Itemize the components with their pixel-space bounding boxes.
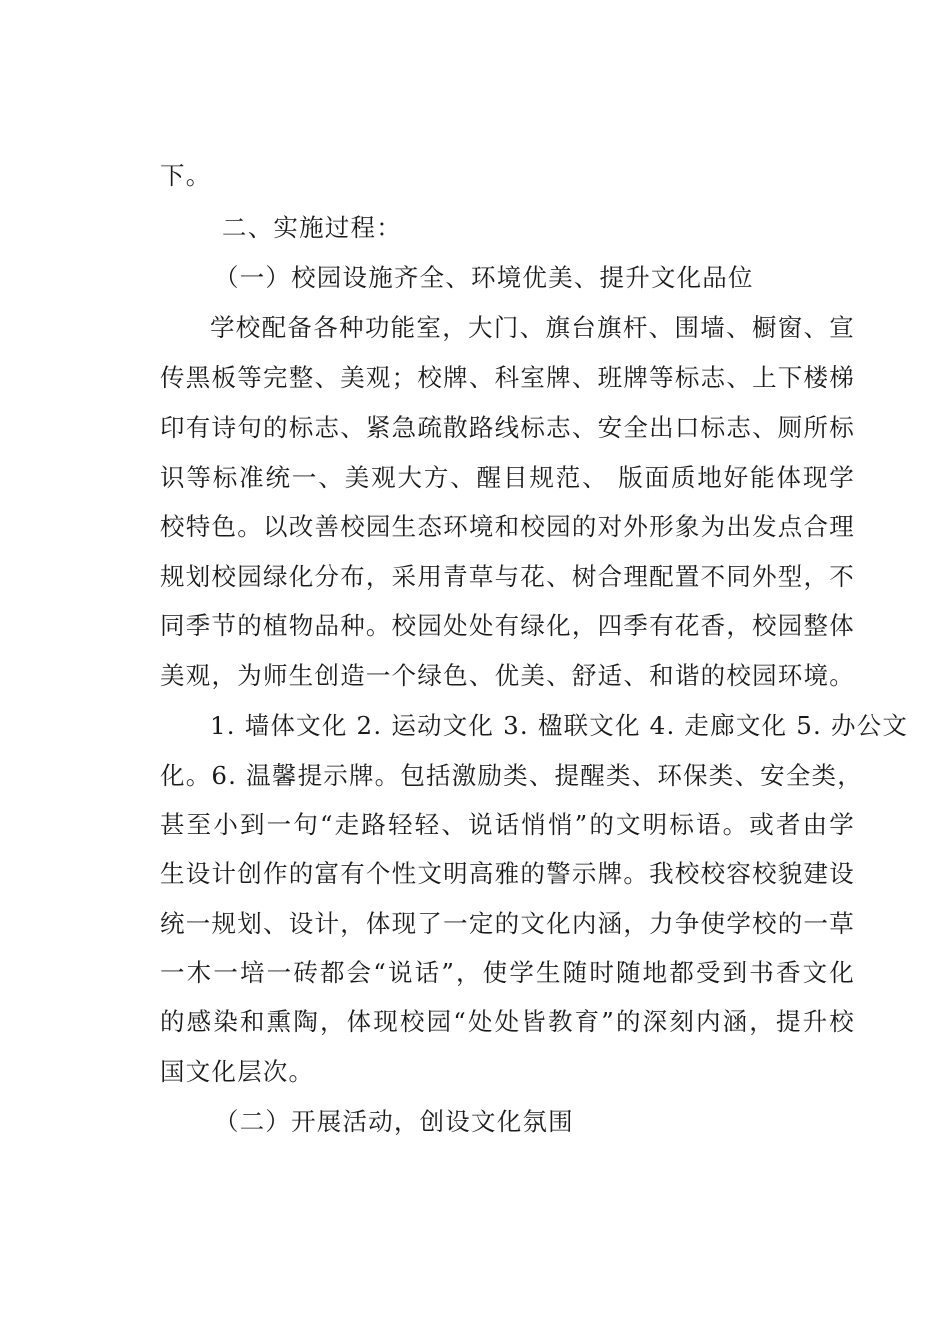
paragraph-line: 同季节的植物品种。校园处处有绿化，四季有花香，校园整体: [160, 611, 855, 640]
subsection-heading: （一）校园设施齐全、环境优美、提升文化品位: [214, 263, 754, 292]
section-heading: 二、实施过程：: [222, 213, 402, 242]
paragraph-line: 化。6. 温馨提示牌。包括激励类、提醒类、环保类、安全类，: [160, 761, 863, 790]
paragraph-line: 识等标准统一、美观大方、醒目规范、 版面质地好能体现学: [160, 463, 855, 492]
paragraph-line: 国文化层次。: [160, 1057, 315, 1086]
paragraph-line: 的感染和熏陶，体现校园“处处皆教育”的深刻内涵，提升校: [160, 1007, 855, 1036]
paragraph-line: 传黑板等完整、美观；校牌、科室牌、班牌等标志、上下楼梯: [160, 363, 855, 392]
paragraph-line: 规划校园绿化分布，采用青草与花、树合理配置不同外型，不: [160, 562, 855, 591]
paragraph-line: 印有诗句的标志、紧急疏散路线标志、安全出口标志、厕所标: [160, 413, 855, 442]
paragraph-line: 甚至小到一句“走路轻轻、说话悄悄”的文明标语。或者由学: [160, 810, 855, 839]
paragraph-line: 校特色。以改善校园生态环境和校园的对外形象为出发点合理: [160, 512, 855, 541]
paragraph-line: 学校配备各种功能室，大门、旗台旗杆、围墙、橱窗、宣: [210, 313, 855, 342]
subsection-heading: （二）开展活动，创设文化氛围: [214, 1107, 574, 1136]
paragraph-line: 下。: [160, 161, 212, 190]
paragraph-line: 统一规划、设计，体现了一定的文化内涵，力争使学校的一草: [160, 909, 855, 938]
paragraph-line: 一木一培一砖都会“说话”，使学生随时随地都受到书香文化: [160, 958, 855, 987]
paragraph-line: 生设计创作的富有个性文明高雅的警示牌。我校校容校貌建设: [160, 859, 855, 888]
paragraph-line: 1. 墙体文化 2. 运动文化 3. 楹联文化 4. 走廊文化 5. 办公文: [210, 711, 909, 740]
paragraph-line: 美观，为师生创造一个绿色、优美、舒适、和谐的校园环境。: [160, 661, 855, 690]
